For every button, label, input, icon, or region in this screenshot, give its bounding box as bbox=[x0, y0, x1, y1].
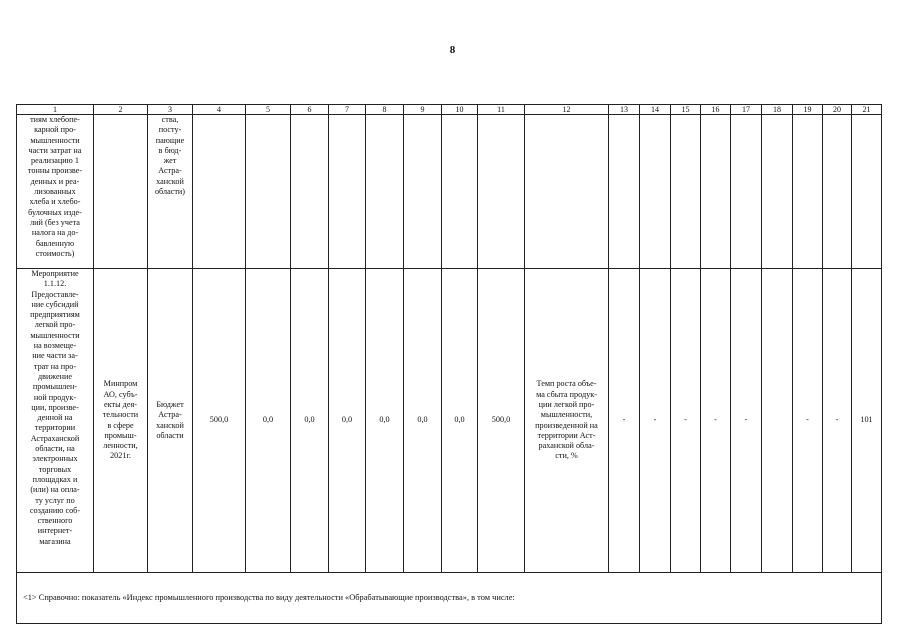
table-cell bbox=[442, 115, 478, 269]
table-cell bbox=[246, 115, 291, 269]
column-number: 13 bbox=[609, 105, 640, 115]
table-cell bbox=[609, 115, 640, 269]
column-number: 8 bbox=[366, 105, 404, 115]
table-row bbox=[17, 115, 882, 269]
column-number: 9 bbox=[404, 105, 442, 115]
table-cell bbox=[366, 115, 404, 269]
funding-source-cell: ства, посту- пающие в бюд- жет Астра- ханской области) bbox=[148, 115, 193, 269]
amount-cell: 0,0 bbox=[246, 269, 291, 573]
table-cell bbox=[762, 115, 793, 269]
indicator-value-cell bbox=[762, 269, 793, 573]
indicator-value-cell: 101 bbox=[852, 269, 882, 573]
table-cell bbox=[640, 115, 671, 269]
column-number: 7 bbox=[329, 105, 366, 115]
table-cell bbox=[329, 115, 366, 269]
program-table bbox=[16, 104, 882, 624]
indicator-value-cell: - bbox=[701, 269, 731, 573]
indicator-value-cell: - bbox=[731, 269, 762, 573]
column-number: 20 bbox=[823, 105, 852, 115]
column-number-row bbox=[17, 105, 882, 115]
table-cell bbox=[404, 115, 442, 269]
footnote-text: <1> Справочно: показатель «Индекс промышленного производства по виду деятельности «Обрабатывающие производства», в том числе: bbox=[17, 573, 882, 624]
column-number: 15 bbox=[671, 105, 701, 115]
column-number: 12 bbox=[525, 105, 609, 115]
table-cell bbox=[671, 115, 701, 269]
column-number: 18 bbox=[762, 105, 793, 115]
indicator-value-cell: - bbox=[671, 269, 701, 573]
amount-cell: 0,0 bbox=[366, 269, 404, 573]
column-number: 5 bbox=[246, 105, 291, 115]
column-number: 4 bbox=[193, 105, 246, 115]
column-number: 16 bbox=[701, 105, 731, 115]
table-cell bbox=[731, 115, 762, 269]
funding-source-cell: Бюджет Астра- ханской области bbox=[148, 269, 193, 573]
page-number: 8 bbox=[449, 44, 456, 56]
executor-cell: Минпром АО, субъ- екты дея- тельности в сфере промыш- ленности, 2021г. bbox=[94, 269, 148, 573]
subsidy-description-cell: тиям хлебопе- карной про- мышленности части затрат на реализацию 1 тонны произве- денных и реа- лизованных хлеба и хлебо- булочных изде- лий (без учета налога на до- бавленную стоимость) bbox=[17, 115, 94, 269]
table-cell bbox=[193, 115, 246, 269]
column-number: 1 bbox=[17, 105, 94, 115]
table-row bbox=[17, 269, 882, 573]
table-cell bbox=[823, 115, 852, 269]
column-number: 17 bbox=[731, 105, 762, 115]
column-number: 21 bbox=[852, 105, 882, 115]
table-cell bbox=[852, 115, 882, 269]
indicator-value-cell: - bbox=[823, 269, 852, 573]
footnote-row bbox=[17, 573, 882, 624]
indicator-cell: Темп роста объе- ма сбыта продук- ции легкой про- мышленности, произведенной на территории Аст- раханской обла- сти, % bbox=[525, 269, 609, 573]
amount-cell: 0,0 bbox=[329, 269, 366, 573]
indicator-value-cell: - bbox=[609, 269, 640, 573]
amount-cell: 0,0 bbox=[404, 269, 442, 573]
indicator-value-cell: - bbox=[793, 269, 823, 573]
indicator-value-cell: - bbox=[640, 269, 671, 573]
table-cell bbox=[291, 115, 329, 269]
column-number: 19 bbox=[793, 105, 823, 115]
column-number: 10 bbox=[442, 105, 478, 115]
column-number: 3 bbox=[148, 105, 193, 115]
table-cell bbox=[478, 115, 525, 269]
amount-cell: 500,0 bbox=[193, 269, 246, 573]
table-cell bbox=[94, 115, 148, 269]
table-cell bbox=[793, 115, 823, 269]
amount-cell: 500,0 bbox=[478, 269, 525, 573]
column-number: 2 bbox=[94, 105, 148, 115]
measure-description-cell: Мероприятие 1.1.12. Предоставле- ние субсидий предприятиям легкой про- мышленности на возмеще- ние части за- трат на про- движение промышлен- ной продук- ции, произве- денной на территории Астраханской области, на электронных торговых площадках и (или) на опла- ту услуг по созданию соб- ственного интернет- магазина bbox=[17, 269, 94, 573]
table-cell bbox=[525, 115, 609, 269]
column-number: 11 bbox=[478, 105, 525, 115]
table-cell bbox=[701, 115, 731, 269]
amount-cell: 0,0 bbox=[291, 269, 329, 573]
column-number: 6 bbox=[291, 105, 329, 115]
amount-cell: 0,0 bbox=[442, 269, 478, 573]
column-number: 14 bbox=[640, 105, 671, 115]
